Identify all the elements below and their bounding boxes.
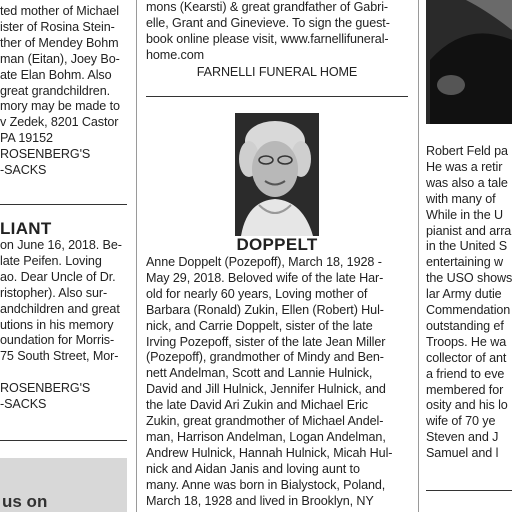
text-line: While in the U [426, 207, 503, 222]
section-divider [426, 490, 512, 491]
text-line: mory may be made to [0, 99, 120, 114]
text-line: oundation for Morris- [0, 333, 115, 348]
text-line: ther of Mendey Bohm [0, 35, 119, 50]
column-divider-left [136, 0, 137, 512]
text-line: Samuel and l [426, 446, 499, 461]
text-line: collector of ant [426, 350, 507, 365]
text-line: the USO shows [426, 271, 512, 286]
middle-column [146, 0, 410, 512]
text-line: ROSENBERG'S [0, 381, 91, 396]
text-line: wife of 70 ye [426, 414, 496, 429]
text-line: Anne Doppelt (Pozepoff), March 18, 1928 - [146, 255, 382, 269]
section-divider [0, 204, 127, 205]
text-line: outstanding ef [426, 318, 504, 333]
text-line: Andrew Hulnick, Hannah Hulnick, Micah Hul- [146, 445, 393, 460]
text-line: nett Andelman, Scott and Lannie Hulnick, [146, 366, 373, 381]
text-line: ister of Rosina Stein- [0, 19, 115, 34]
text-line: Barbara (Ronald) Zukin, Ellen (Robert) Hul- [146, 302, 384, 317]
text-line: 75 South Street, Mor- [0, 349, 119, 364]
text-line: ted mother of Michael [0, 4, 119, 18]
text-line: man, Harrison Andelman, Logan Andelman, [146, 429, 386, 444]
text-line: pianist and arra [426, 223, 512, 238]
text-line: man (Eitan), Joey Bo- [0, 51, 120, 66]
text-line: Irving Pozepoff, sister of the late Jean Miller [146, 334, 386, 349]
text-line: great grandchildren. [0, 83, 111, 98]
text-line: osity and his lo [426, 398, 508, 413]
text-line: ristopher). Also sur- [0, 285, 108, 300]
column-divider-right [418, 0, 419, 512]
text-line: home.com [146, 47, 204, 62]
text-line: utions in his memory [0, 317, 114, 332]
text-line: v Zedek, 8201 Castor [0, 115, 119, 130]
text-line: lar Army dutie [426, 287, 502, 302]
text-line: ate Elan Bohm. Also [0, 67, 112, 82]
text-line: David and Jill Hulnick, Jennifer Hulnick, and [146, 382, 386, 397]
text-line: March 18, 1928 and lived in Brooklyn, NY [146, 493, 374, 508]
text-line: the late David Ari Zukin and Michael Eric [146, 398, 368, 413]
right-column [426, 0, 512, 512]
text-line: entertaining w [426, 255, 504, 270]
portrait-photo [235, 113, 319, 236]
left-column [0, 0, 136, 512]
advertisement-box [0, 458, 127, 512]
text-line: He was a retir [426, 159, 503, 174]
text-line: Steven and J [426, 430, 499, 445]
text-line: Troops. He wa [426, 334, 507, 349]
text-line: late Peifen. Loving [0, 253, 102, 268]
text-line: membered for [426, 382, 504, 397]
text-line: old for nearly 60 years, Loving mother of [146, 286, 368, 301]
text-line: -SACKS [0, 397, 47, 411]
text-line: andchildren and great [0, 301, 120, 316]
text-line: in the United S [426, 239, 508, 254]
funeral-home-name: FARNELLI FUNERAL HOME [196, 65, 358, 79]
text-line: PA 19152 [0, 131, 53, 146]
section-divider [146, 96, 408, 97]
text-line: nick and Aidan Janis and loving aunt to [146, 461, 360, 476]
text-line: on June 16, 2018. Be- [0, 238, 122, 252]
obituary-heading-left: LIANT [0, 219, 52, 238]
text-line: ROSENBERG'S [0, 147, 91, 162]
text-line: book online please visit, www.farnellifuneral- [146, 31, 389, 46]
photo-piano [426, 0, 512, 124]
text-line: (Pozepoff), grandmother of Mindy and Ben- [146, 350, 384, 365]
obituary-heading-doppelt: DOPPELT [236, 235, 318, 254]
text-line: was also a tale [426, 175, 508, 190]
text-line: a friend to eve [426, 366, 505, 381]
text-line: Robert Feld pa [426, 144, 508, 158]
text-line: Zukin, great grandmother of Michael Andel- [146, 414, 384, 428]
text-line: ao. Dear Uncle of Dr. [0, 269, 116, 284]
text-line: Commendation [426, 303, 511, 317]
text-line: mons (Kearsti) & great grandfather of Gabri- [146, 0, 388, 14]
text-line: May 29, 2018. Beloved wife of the late Har- [146, 270, 384, 285]
text-line: elle, Grant and Ginevieve. To sign the guest- [146, 15, 390, 30]
advertisement-text: us on [2, 492, 48, 511]
section-divider [0, 440, 127, 441]
text-line: -SACKS [0, 163, 47, 177]
text-line: many. Anne was born in Bialystock, Poland, [146, 477, 386, 492]
text-line: nick, and Carrie Doppelt, sister of the late [146, 318, 373, 333]
text-line: with many of [426, 191, 496, 206]
